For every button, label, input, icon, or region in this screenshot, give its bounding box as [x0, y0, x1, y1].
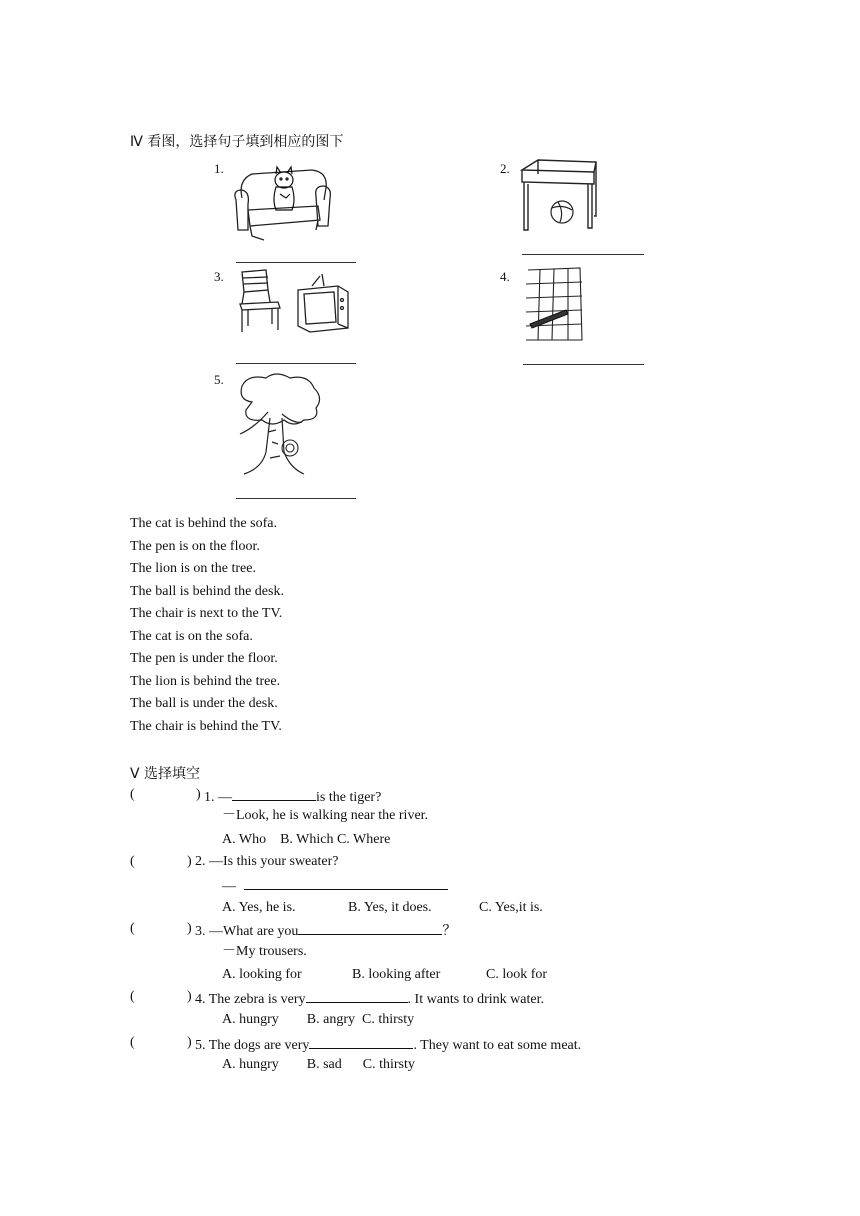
q3-pre: 3. —What are you [195, 924, 299, 939]
q5-stem [195, 1036, 581, 1053]
q3-option-a: A. looking for [222, 967, 302, 982]
q4-paren-close[interactable]: ) [187, 989, 192, 1004]
sentence-8: The lion is behind the tree. [130, 674, 281, 689]
q5-paren-close[interactable]: ) [187, 1035, 192, 1050]
answer-line-5[interactable] [236, 498, 356, 499]
section5-heading: Ⅴ 选择填空 [130, 766, 201, 782]
q5-paren-open: ( [130, 1035, 135, 1050]
q4-stem [195, 990, 544, 1007]
sentence-10: The chair is behind the TV. [130, 719, 282, 734]
q1-blank[interactable] [232, 788, 316, 801]
q1-reply: －Look, he is walking near the river. [222, 808, 429, 823]
q4-blank[interactable] [306, 990, 408, 1003]
q4-options: A. hungry B. angry C. thirsty [222, 1012, 415, 1027]
q3-post: ？ [442, 924, 457, 939]
chair-and-tv-picture [238, 268, 352, 338]
tree-icon [240, 374, 320, 474]
q3-paren-open: ( [130, 921, 135, 936]
q1-options: A. Who B. Which C. Where [222, 832, 391, 847]
sentence-9: The ball is under the desk. [130, 696, 278, 711]
q5-post: . They want to eat some meat. [413, 1038, 582, 1053]
cat-icon [274, 167, 294, 210]
q1-paren-close[interactable]: ) [196, 787, 201, 802]
q1-paren-open: ( [130, 787, 135, 802]
q1-stem [204, 788, 381, 805]
q3-blank[interactable] [298, 922, 442, 935]
picture-3-number: 3. [214, 269, 224, 284]
q5-blank[interactable] [309, 1036, 413, 1049]
q1-post: is the tiger? [316, 790, 382, 805]
q2-blank[interactable] [244, 877, 448, 890]
picture-4-number: 4. [500, 269, 510, 284]
answer-line-2[interactable] [522, 254, 644, 255]
q2-paren-open: ( [130, 854, 135, 869]
tv-icon [298, 274, 348, 332]
sentence-7: The pen is under the floor. [130, 651, 278, 666]
answer-line-1[interactable] [236, 262, 356, 263]
sentence-6: The cat is on the sofa. [130, 629, 253, 644]
q2-option-a: A. Yes, he is. [222, 900, 296, 915]
q5-pre: 5. The dogs are very [195, 1038, 310, 1053]
tree-with-lion-picture [232, 372, 324, 478]
q4-post: . It wants to drink water. [407, 992, 545, 1007]
q2-option-b: B. Yes, it does. [348, 900, 432, 915]
section4-heading: Ⅳ 看图，选择句子填到相应的图下 [130, 134, 344, 150]
pen-on-floor-picture [522, 266, 584, 342]
sentence-3: The lion is on the tree. [130, 561, 256, 576]
q2-stem: 2. —Is this your sweater? [195, 854, 339, 869]
chair-icon [240, 270, 280, 332]
q4-pre: 4. The zebra is very [195, 992, 306, 1007]
sentence-4: The ball is behind the desk. [130, 584, 284, 599]
lion-icon [282, 440, 298, 456]
q2-reply-dash: — [222, 879, 236, 894]
answer-line-3[interactable] [236, 363, 356, 364]
q2-option-c: C. Yes,it is. [479, 900, 543, 915]
q3-reply: －My trousers. [222, 944, 307, 959]
cat-on-sofa-picture [232, 160, 332, 242]
q3-option-b: B. looking after [352, 967, 441, 982]
q5-options: A. hungry B. sad C. thirsty [222, 1057, 415, 1072]
q3-stem [195, 922, 456, 939]
answer-line-4[interactable] [523, 364, 644, 365]
desk-with-ball-picture [518, 158, 600, 242]
q4-paren-open: ( [130, 989, 135, 1004]
picture-5-number: 5. [214, 372, 224, 387]
sentence-2: The pen is on the floor. [130, 539, 260, 554]
q1-pre: 1. — [204, 790, 232, 805]
q3-option-c: C. look for [486, 967, 548, 982]
sentence-1: The cat is behind the sofa. [130, 516, 277, 531]
ball-icon [551, 201, 573, 223]
q3-paren-close[interactable]: ) [187, 921, 192, 936]
q2-paren-close[interactable]: ) [187, 854, 192, 869]
sentence-5: The chair is next to the TV. [130, 606, 283, 621]
q2-reply-line [222, 877, 448, 894]
picture-1-number: 1. [214, 161, 224, 176]
picture-2-number: 2. [500, 161, 510, 176]
